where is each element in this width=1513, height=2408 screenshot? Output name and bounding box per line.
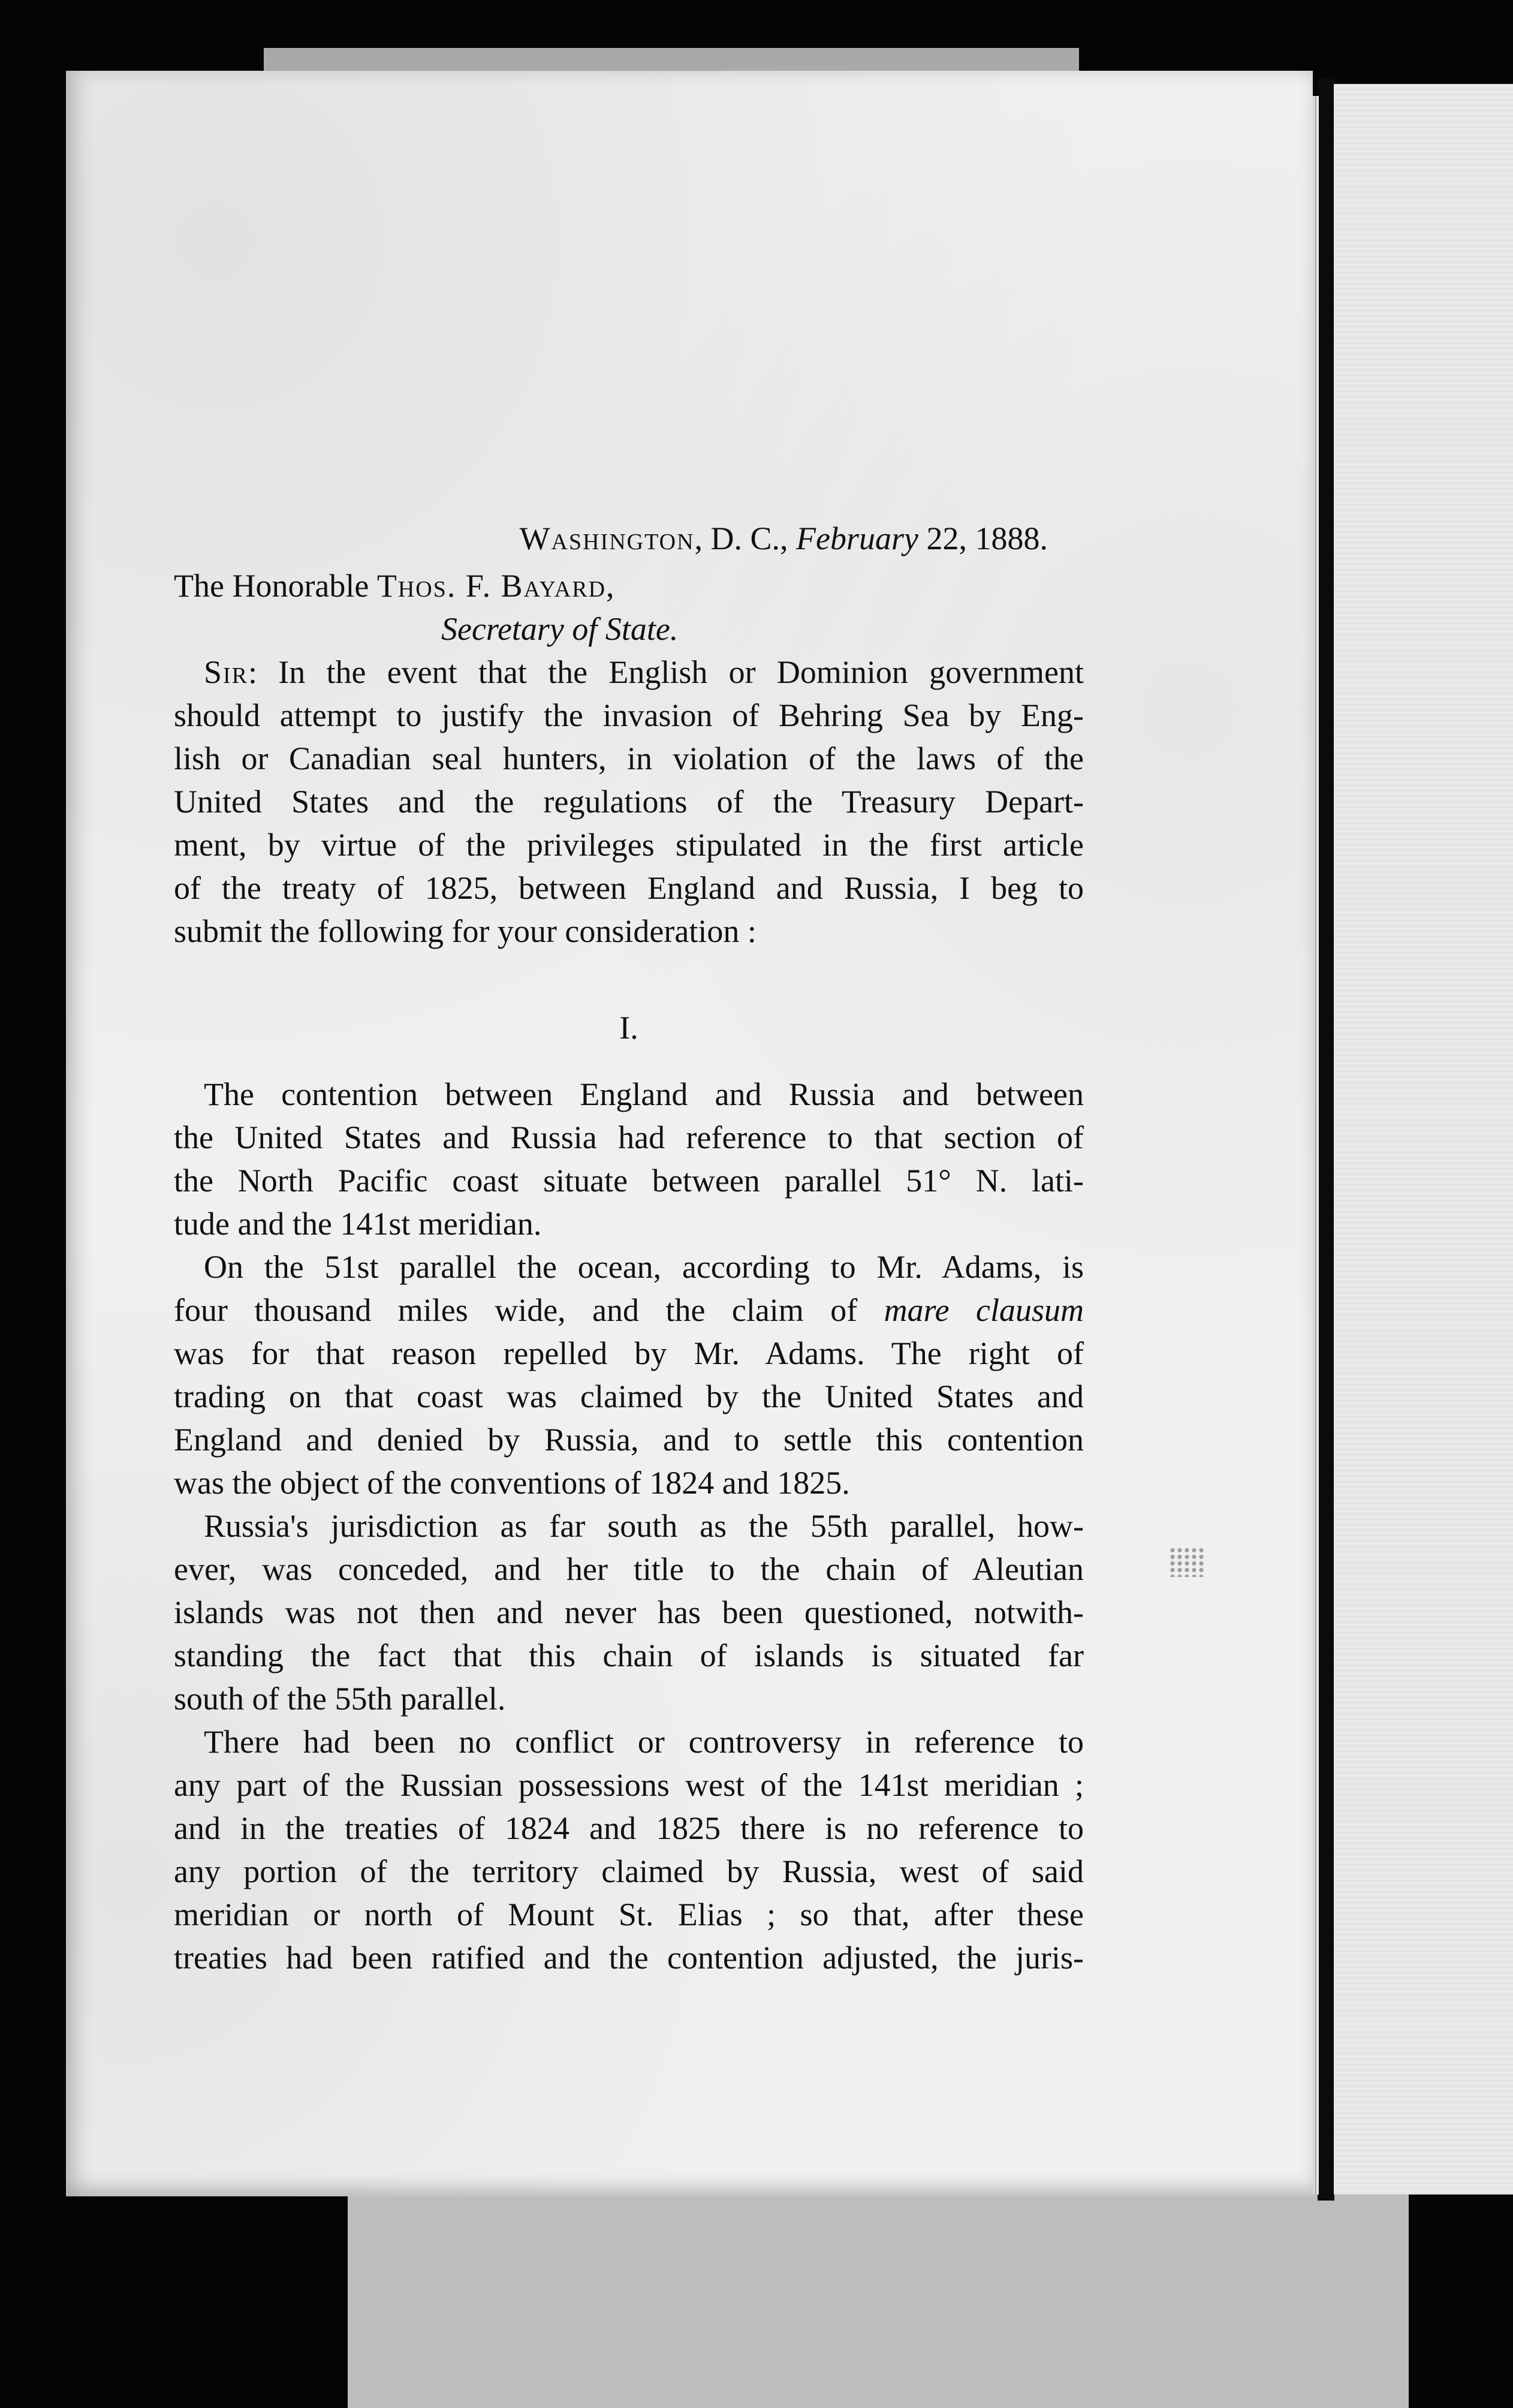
dateline-place: Washington	[519, 520, 695, 556]
addressee-suffix: ,	[606, 568, 614, 604]
dateline-date: 22, 1888.	[918, 520, 1048, 556]
facing-page-fragment	[1334, 84, 1513, 2195]
paragraph-line: trading on that coast was claimed by the United States and	[174, 1378, 1084, 1414]
paragraph-line: There had been no conflict or controversy in reference to	[204, 1724, 1084, 1760]
intro-line-text: : In the event that the English or Dominion government	[248, 654, 1084, 690]
paragraph-line: Russia's jurisdiction as far south as the 55th parallel, how-	[204, 1508, 1084, 1544]
intro-line: ment, by virtue of the privileges stipulated in the first article	[174, 827, 1084, 863]
intro-line	[174, 651, 1084, 694]
paragraph-line: standing the fact that this chain of islands is situated far	[174, 1638, 1084, 1673]
letter-body	[174, 513, 1084, 1979]
paragraph-line: ever, was conceded, and her title to the chain of Aleutian	[174, 1551, 1084, 1587]
dateline	[174, 513, 1084, 564]
paragraph-line: tude and the 141st meridian.	[174, 1206, 542, 1242]
latin-term: mare clausum	[884, 1292, 1084, 1328]
paragraph-line: On the 51st parallel the ocean, according to Mr. Adams, is	[204, 1249, 1084, 1285]
intro-line: submit the following for your consideration :	[174, 913, 756, 949]
paragraph-line: south of the 55th parallel.	[174, 1681, 506, 1717]
intro-line: United States and the regulations of the Treasury Depart-	[174, 784, 1084, 820]
paragraph-line-text: four thousand miles wide, and the claim of	[174, 1292, 884, 1328]
paragraph-line: was the object of the conventions of 1824 and 1825.	[174, 1465, 850, 1501]
intro-line: should attempt to justify the invasion of Behring Sea by Eng-	[174, 697, 1084, 733]
book-gutter	[1318, 78, 1334, 2201]
scan-speckle	[1169, 1547, 1205, 1577]
paragraph-line: meridian or north of Mount St. Elias ; so that, after these	[174, 1897, 1084, 1933]
paragraph-line	[174, 1289, 1084, 1332]
addressee-name: Thos. F. Bayard	[376, 568, 607, 604]
paragraph-line: England and denied by Russia, and to settle this contention	[174, 1422, 1084, 1458]
addressee-prefix: The Honorable	[174, 568, 377, 604]
paragraph-line: any part of the Russian possessions west of the 141st meridian ;	[174, 1767, 1084, 1803]
paragraph-line: and in the treaties of 1824 and 1825 there is no reference to	[174, 1810, 1084, 1846]
paragraph-line: any portion of the territory claimed by Russia, west of said	[174, 1853, 1084, 1889]
paragraph-line: The contention between England and Russia and between	[204, 1076, 1084, 1112]
addressee-title: Secretary of State.	[441, 611, 679, 647]
paragraph-line: treaties had been ratified and the contention adjusted, the juris-	[174, 1940, 1084, 1976]
dateline-region: , D. C.,	[694, 520, 797, 556]
scanner-background-bottom	[348, 2189, 1409, 2408]
salutation: Sir	[204, 654, 249, 690]
paragraph-line: islands was not then and never has been questioned, notwith-	[174, 1594, 1084, 1630]
section-numeral: I.	[619, 1010, 638, 1046]
paragraph-line: the North Pacific coast situate between parallel 51° N. lati-	[174, 1163, 1084, 1199]
paragraph-line: the United States and Russia had reference to that section of	[174, 1119, 1084, 1155]
intro-line: lish or Canadian seal hunters, in violation of the laws of the	[174, 741, 1084, 776]
dateline-month: February	[796, 520, 918, 556]
paragraph-line: was for that reason repelled by Mr. Adams. The right of	[174, 1335, 1084, 1371]
addressee-line	[174, 564, 1084, 607]
intro-line: of the treaty of 1825, between England and Russia, I beg to	[174, 870, 1084, 906]
